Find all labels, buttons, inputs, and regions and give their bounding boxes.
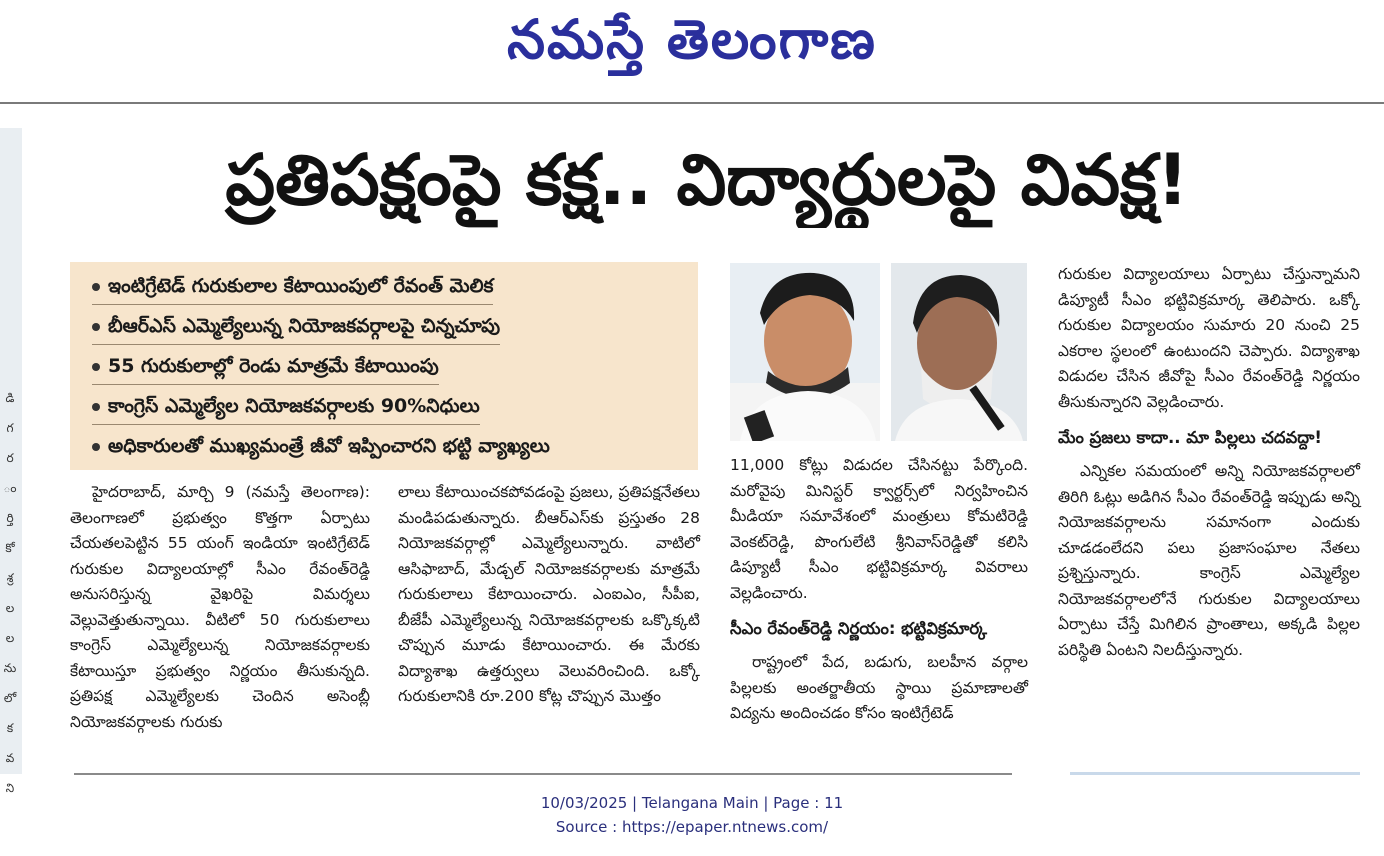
revanth-reddy-photo — [730, 263, 880, 441]
column-bottom-divider — [1070, 772, 1360, 775]
newspaper-logo: నమస్తే తెలంగాణ — [507, 8, 877, 71]
article-column-1 — [70, 480, 370, 735]
highlight-item: 55 గురుకులాల్లో రెండు మాత్రమే కేటాయింపు — [92, 348, 439, 385]
adjacent-article-text: డి గ ర ం ర్తి కో శ్ర ల ల ను లో క వ ని — [3, 391, 17, 795]
article-paragraph: ఎన్నికల సమయంలో అన్ని నియోజకవర్గాలలో తిరిగి ఓట్లు అడిగిన సీఎం రేవంత్‌రెడ్డి ఇప్పుడు అన్ని నియోజకవర్గాలను సమానంగా ఎందుకు చూడడంలేదని పలు ప్రజాసంఘాల నేతలు ప్రశ్నిస్తున్నారు. కాంగ్రెస్ ఎమ్మెల్యేల నియోజకవర్గాలలోనే గురుకుల విద్యాలయాలు ఏర్పాటు చేస్తే మిగిలిన ప్రాంతాలు, అక్కడి పిల్లల పరిస్థితి ఏంటని నిలదీస్తున్నారు. — [1058, 462, 1360, 659]
article-paragraph: 11,000 కోట్లు విడుదల చేసినట్టు పేర్కొంది. మరోవైపు మినిస్టర్ క్వార్టర్స్‌లో నిర్వహించిన మీడియా సమావేశంలో మంత్రులు కోమటిరెడ్డి వెంకట్‌రెడ్డి, పొంగులేటి శ్రీనివాస్‌రెడ్డితో కలిసి డిప్యూటీ సీఎం భట్టివిక్రమార్క వివరాలు వెల్లడించారు. — [730, 456, 1028, 602]
bullet-icon — [92, 283, 100, 291]
column-subheading: సీఎం రేవంత్‌రెడ్డి నిర్ణయం: భట్టివిక్రమార్క — [730, 619, 987, 638]
article-paragraph: లాలు కేటాయించకపోవడంపై ప్రజలు, ప్రతిపక్షనేతలు మండిపడుతున్నారు. బీఆర్ఎస్‌కు ప్రస్తుతం 28 నియోజకవర్గాల్లో ఎమ్మెల్యేలున్నారు. వాటిలో ఆసిఫాబాద్, మేడ్చల్ నియోజకవర్గాలకు మాత్రమే గురుకులాలు కేటాయించారు. ఎంఐఎం, సీపీఐ, బీజేపీ ఎమ్మెల్యేలున్న నియోజకవర్గాలకు ఒక్కొక్కటి చొప్పున మూడు కేటాయించారు. ఈ మేరకు విద్యాశాఖ ఉత్తర్వులు వెలువరించింది. ఒక్కో గురుకులానికి రూ.200 కోట్ల చొప్పున మొత్తం — [398, 483, 700, 705]
masthead-divider — [0, 102, 1384, 104]
article-headline: ప్రతిపక్షంపై కక్ష.. విద్యార్థులపై వివక్ష! — [225, 139, 1189, 221]
highlight-item: అధికారులతో ముఖ్యమంత్రే జీవో ఇప్పించారని భట్టి వ్యాఖ్యలు — [92, 428, 550, 464]
article-column-2 — [398, 480, 700, 710]
column-subheading: మేం ప్రజలు కాదా.. మా పిల్లలు చదవద్దా! — [1058, 428, 1322, 447]
bullet-icon — [92, 403, 100, 411]
source-link[interactable]: Source : https://epaper.ntnews.com/ — [555, 818, 829, 836]
bullet-icon — [92, 323, 100, 331]
article-paragraph: రాష్ట్రంలో పేద, బడుగు, బలహీన వర్గాల పిల్లలకు అంతర్జాతీయ స్థాయి ప్రమాణాలతో విద్యను అందించడం కోసం ఇంటిగ్రేటెడ్ — [730, 653, 1028, 722]
highlight-item: బీఆర్ఎస్ ఎమ్మెల్యేలున్న నియోజకవర్గాలపై చిన్నచూపు — [92, 308, 500, 345]
masthead — [0, 0, 1384, 102]
adjacent-article-strip — [0, 128, 22, 795]
article-bottom-divider — [74, 773, 1012, 775]
article-paragraph: గురుకుల విద్యాలయాలు ఏర్పాటు చేస్తున్నామని డిప్యూటీ సీఎం భట్టివిక్రమార్క తెలిపారు. ఒక్కో గురుకుల విద్యాలయం సుమారు 20 నుంచి 25 ఎకరాల స్థలంలో ఉంటుందని చెప్పారు. విద్యాశాఖ విడుదల చేసిన జీవోపై సీఎం రేవంత్‌రెడ్డి నిర్ణయం తీసుకున్నారని వెల్లడించారు. — [1058, 265, 1360, 411]
edition-info: 10/03/2025 | Telangana Main | Page : 11 — [540, 794, 844, 812]
article-column-3 — [730, 453, 1028, 727]
highlight-item: ఇంటిగ్రేటెడ్ గురుకులాల కేటాయింపులో రేవంత్ మెలిక — [92, 268, 493, 305]
highlight-item: కాంగ్రెస్ ఎమ్మెల్యేల నియోజకవర్గాలకు 90%నిధులు — [92, 388, 480, 425]
highlights-box — [70, 262, 698, 470]
article-paragraph: హైదరాబాద్, మార్చి 9 (నమస్తే తెలంగాణ): తెలంగాణలో ప్రభుత్వం కొత్తగా ఏర్పాటు చేయతలపెట్టిన 55 యంగ్ ఇండియా ఇంటిగ్రేటెడ్ గురుకుల విద్యాలయాల్లో సీఎం రేవంత్‌రెడ్డి అనుసరిస్తున్న వైఖరిపై విమర్శలు వెల్లువెత్తుతున్నాయి. వీటిలో 50 గురుకులాలు కాంగ్రెస్ ఎమ్మెల్యేలున్న నియోజకవర్గాలకు కేటాయిస్తూ ప్రభుత్వం నిర్ణయం తీసుకున్నది. ప్రతిపక్ష ఎమ్మెల్యేలకు చెందిన అసెంబ్లీ నియోజకవర్గాలకు గురుకు — [70, 483, 370, 731]
bhatti-vikramarka-photo — [891, 263, 1027, 441]
bullet-icon — [92, 443, 100, 451]
article-column-4 — [1058, 262, 1360, 663]
bullet-icon — [92, 363, 100, 371]
